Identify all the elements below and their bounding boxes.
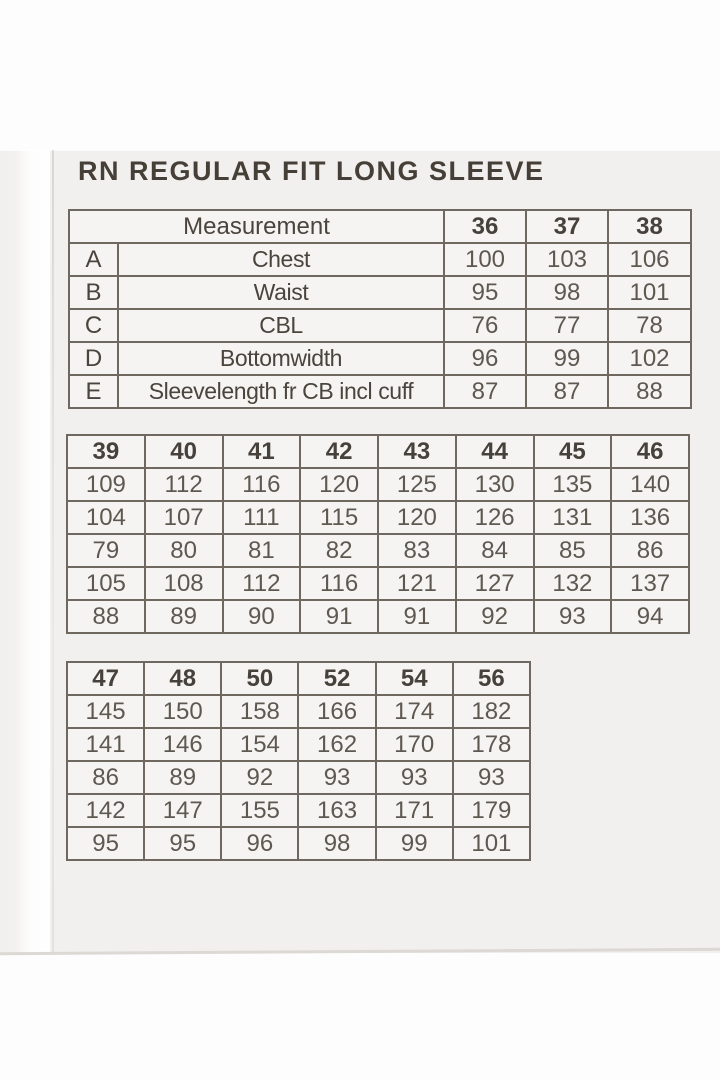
table-row: [69, 276, 691, 309]
value-cell: 147: [144, 794, 221, 827]
value-cell: 136: [611, 501, 689, 534]
value-cell: 126: [456, 501, 534, 534]
value-cell: 108: [145, 567, 223, 600]
value-cell: 182: [453, 695, 530, 728]
size-table-3: [66, 661, 531, 861]
value-cell: 93: [534, 600, 612, 633]
size-header: 41: [223, 435, 301, 468]
value-cell: 140: [611, 468, 689, 501]
value-cell: 88: [608, 375, 691, 408]
value-cell: 81: [223, 534, 301, 567]
value-cell: 107: [145, 501, 223, 534]
value-cell: 150: [144, 695, 221, 728]
value-cell: 112: [223, 567, 301, 600]
measurement-name: Bottomwidth: [118, 342, 444, 375]
size-header: 46: [611, 435, 689, 468]
table-row: [67, 501, 689, 534]
table-row: [67, 794, 530, 827]
value-cell: 95: [144, 827, 221, 860]
value-cell: 158: [221, 695, 298, 728]
value-cell: 88: [67, 600, 145, 633]
size-header: 50: [221, 662, 298, 695]
measurement-name: Sleevelength fr CB incl cuff: [118, 375, 444, 408]
value-cell: 112: [145, 468, 223, 501]
value-cell: 171: [376, 794, 453, 827]
measurement-letter: B: [69, 276, 118, 309]
value-cell: 120: [378, 501, 456, 534]
size-header: 44: [456, 435, 534, 468]
value-cell: 87: [444, 375, 526, 408]
value-cell: 92: [456, 600, 534, 633]
value-cell: 101: [608, 276, 691, 309]
table-header-row: [69, 210, 691, 243]
size-table-2: [66, 434, 690, 634]
value-cell: 90: [223, 600, 301, 633]
value-cell: 92: [221, 761, 298, 794]
value-cell: 179: [453, 794, 530, 827]
value-cell: 127: [456, 567, 534, 600]
value-cell: 86: [611, 534, 689, 567]
page-title: RN REGULAR FIT LONG SLEEVE: [78, 156, 545, 186]
value-cell: 174: [376, 695, 453, 728]
measurement-header: Measurement: [69, 210, 444, 243]
value-cell: 86: [67, 761, 144, 794]
value-cell: 103: [526, 243, 608, 276]
table-row: [67, 761, 530, 794]
measurement-name: Chest: [118, 243, 444, 276]
value-cell: 163: [298, 794, 375, 827]
table-row: [67, 534, 689, 567]
value-cell: 99: [376, 827, 453, 860]
value-cell: 121: [378, 567, 456, 600]
value-cell: 93: [298, 761, 375, 794]
value-cell: 141: [67, 728, 144, 761]
table-row: [67, 468, 689, 501]
table-row: [67, 695, 530, 728]
value-cell: 85: [534, 534, 612, 567]
value-cell: 96: [221, 827, 298, 860]
value-cell: 106: [608, 243, 691, 276]
table-row: [69, 342, 691, 375]
size-header: 56: [453, 662, 530, 695]
value-cell: 120: [300, 468, 378, 501]
measurement-name: CBL: [118, 309, 444, 342]
size-header: 48: [144, 662, 221, 695]
value-cell: 116: [223, 468, 301, 501]
value-cell: 142: [67, 794, 144, 827]
value-cell: 137: [611, 567, 689, 600]
size-table-1: [68, 209, 692, 409]
size-header: 45: [534, 435, 612, 468]
table-header-row: [67, 662, 530, 695]
measurement-letter: C: [69, 309, 118, 342]
value-cell: 162: [298, 728, 375, 761]
value-cell: 154: [221, 728, 298, 761]
table-row: [69, 309, 691, 342]
size-header: 52: [298, 662, 375, 695]
measurement-letter: D: [69, 342, 118, 375]
size-header: 39: [67, 435, 145, 468]
value-cell: 116: [300, 567, 378, 600]
value-cell: 87: [526, 375, 608, 408]
table-row: [69, 375, 691, 408]
value-cell: 95: [67, 827, 144, 860]
value-cell: 132: [534, 567, 612, 600]
table-row: [67, 567, 689, 600]
table-row: [67, 600, 689, 633]
value-cell: 83: [378, 534, 456, 567]
table-row: [69, 243, 691, 276]
value-cell: 78: [608, 309, 691, 342]
size-header: 42: [300, 435, 378, 468]
value-cell: 77: [526, 309, 608, 342]
value-cell: 109: [67, 468, 145, 501]
value-cell: 98: [526, 276, 608, 309]
size-header: 36: [444, 210, 526, 243]
value-cell: 80: [145, 534, 223, 567]
value-cell: 93: [453, 761, 530, 794]
value-cell: 111: [223, 501, 301, 534]
value-cell: 135: [534, 468, 612, 501]
paper-crease: [52, 150, 54, 953]
value-cell: 146: [144, 728, 221, 761]
value-cell: 178: [453, 728, 530, 761]
value-cell: 79: [67, 534, 145, 567]
measurement-name: Waist: [118, 276, 444, 309]
value-cell: 170: [376, 728, 453, 761]
value-cell: 89: [145, 600, 223, 633]
table-header-row: [67, 435, 689, 468]
measurement-letter: A: [69, 243, 118, 276]
value-cell: 95: [444, 276, 526, 309]
table-row: [67, 728, 530, 761]
value-cell: 84: [456, 534, 534, 567]
size-header: 40: [145, 435, 223, 468]
value-cell: 145: [67, 695, 144, 728]
size-header: 47: [67, 662, 144, 695]
value-cell: 91: [300, 600, 378, 633]
value-cell: 82: [300, 534, 378, 567]
table-row: [67, 827, 530, 860]
value-cell: 131: [534, 501, 612, 534]
value-cell: 76: [444, 309, 526, 342]
value-cell: 155: [221, 794, 298, 827]
value-cell: 166: [298, 695, 375, 728]
value-cell: 94: [611, 600, 689, 633]
value-cell: 130: [456, 468, 534, 501]
value-cell: 98: [298, 827, 375, 860]
size-header: 37: [526, 210, 608, 243]
value-cell: 89: [144, 761, 221, 794]
size-header: 54: [376, 662, 453, 695]
value-cell: 101: [453, 827, 530, 860]
value-cell: 115: [300, 501, 378, 534]
value-cell: 104: [67, 501, 145, 534]
value-cell: 91: [378, 600, 456, 633]
size-header: 38: [608, 210, 691, 243]
value-cell: 96: [444, 342, 526, 375]
value-cell: 105: [67, 567, 145, 600]
measurement-letter: E: [69, 375, 118, 408]
value-cell: 99: [526, 342, 608, 375]
value-cell: 93: [376, 761, 453, 794]
size-header: 43: [378, 435, 456, 468]
value-cell: 125: [378, 468, 456, 501]
value-cell: 100: [444, 243, 526, 276]
value-cell: 102: [608, 342, 691, 375]
